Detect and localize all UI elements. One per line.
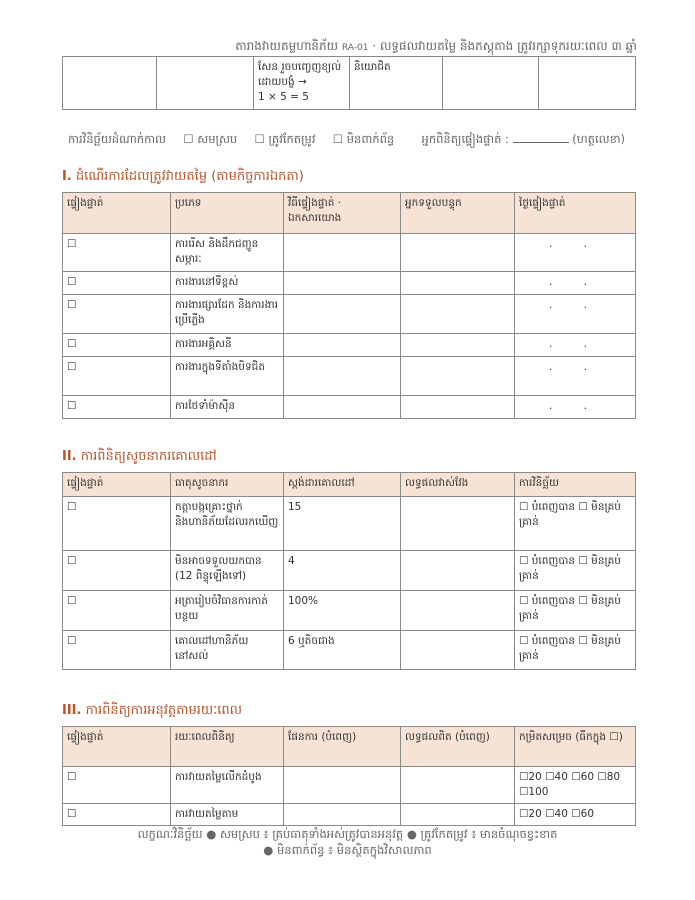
criteria-footer bbox=[0, 826, 695, 858]
table-row bbox=[63, 272, 636, 295]
verdict-options[interactable]: ☐ បំពេញបាន ☐ មិនគ្រប់គ្រាន់ bbox=[515, 591, 636, 631]
process-type: ការងារអគ្គិសនី bbox=[171, 334, 284, 357]
date-cell[interactable]: . . bbox=[515, 357, 636, 396]
process-type: ការងារនៅទីខ្ពស់ bbox=[171, 272, 284, 295]
plan-cell[interactable] bbox=[284, 767, 401, 804]
verdict-options[interactable]: ☐ បំពេញបាន ☐ មិនគ្រប់គ្រាន់ bbox=[515, 631, 636, 670]
table-header-row bbox=[63, 193, 636, 234]
option-appropriate[interactable]: ☐ សមស្រប bbox=[183, 132, 238, 146]
verify-checkbox[interactable]: ☐ bbox=[63, 272, 171, 295]
table-row bbox=[63, 804, 636, 826]
method-cell[interactable] bbox=[284, 272, 401, 295]
verify-checkbox[interactable]: ☐ bbox=[63, 497, 171, 551]
verify-checkbox[interactable]: ☐ bbox=[63, 334, 171, 357]
table-row bbox=[63, 631, 636, 670]
target-value: 100% bbox=[284, 591, 401, 631]
document-header bbox=[235, 38, 637, 56]
verify-checkbox[interactable]: ☐ bbox=[63, 357, 171, 396]
verify-checkbox[interactable]: ☐ bbox=[63, 631, 171, 670]
table-row bbox=[63, 396, 636, 419]
table-row bbox=[63, 551, 636, 591]
performance-table bbox=[62, 726, 636, 826]
method-cell[interactable] bbox=[284, 396, 401, 419]
column-header: ប្រភេទ bbox=[171, 193, 284, 234]
indicator-table bbox=[62, 472, 636, 670]
date-cell[interactable]: . . bbox=[515, 272, 636, 295]
verify-checkbox[interactable]: ☐ bbox=[63, 767, 171, 804]
process-type: ការថែទាំម៉ាស៊ីន bbox=[171, 396, 284, 419]
section-3-title: III. ការពិនិត្យការអនុវត្តតាមរយៈពេល bbox=[62, 703, 242, 718]
verify-checkbox[interactable]: ☐ bbox=[63, 396, 171, 419]
review-period: ការវាយតម្លៃតាម bbox=[171, 804, 284, 826]
indicator-item: គោលដៅហានិភ័យនៅសល់ bbox=[171, 631, 284, 670]
risk-measure-text: សែន រួចបញ្ចេញខ្យល់ដោយបង្ខំ → bbox=[258, 61, 342, 88]
verify-checkbox[interactable]: ☐ bbox=[63, 234, 171, 272]
indicator-item: កត្តាបង្កគ្រោះថ្នាក់និងហានិភ័យដែលរកឃើញ bbox=[171, 497, 284, 551]
column-header: ផ្ទៀងផ្ទាត់ bbox=[63, 727, 171, 767]
footer-line-2: ● មិនពាក់ព័ន្ធ ៖ មិនស្ថិតក្នុងវិសាលភាព bbox=[263, 843, 432, 857]
table-header-row bbox=[63, 473, 636, 497]
measured-result-cell[interactable] bbox=[401, 551, 515, 591]
target-value: 6 ឬតិចជាង bbox=[284, 631, 401, 670]
plan-cell[interactable] bbox=[284, 804, 401, 826]
date-cell[interactable]: . . bbox=[515, 396, 636, 419]
column-header: អ្នកទទួលបន្ទុក bbox=[401, 193, 515, 234]
table-header-row bbox=[63, 727, 636, 767]
owner-cell[interactable] bbox=[401, 357, 515, 396]
column-header: វិធីផ្ទៀងផ្ទាត់ · ឯកសារយោង bbox=[284, 193, 401, 234]
owner-cell[interactable] bbox=[401, 295, 515, 334]
owner-cell[interactable] bbox=[401, 234, 515, 272]
table-row bbox=[63, 357, 636, 396]
measured-result-cell[interactable] bbox=[401, 497, 515, 551]
indicator-item: មិនអាចទទួលយកបាន (12 ពិន្ទុឡើងទៅ) bbox=[171, 551, 284, 591]
column-header: ផ្ទៀងផ្ទាត់ bbox=[63, 193, 171, 234]
target-value: 15 bbox=[284, 497, 401, 551]
stage-judgement-line bbox=[68, 132, 638, 149]
column-header: ការវិនិច្ឆ័យ bbox=[515, 473, 636, 497]
column-header: ផែនការ (បំពេញ) bbox=[284, 727, 401, 767]
date-cell[interactable]: . . bbox=[515, 234, 636, 272]
table-row bbox=[63, 57, 636, 110]
header-subtitle: · លទ្ធផលវាយតម្លៃ និងភស្តុតាង ត្រូវរក្សាទុករយៈពេល ៣ ឆ្នាំ bbox=[372, 39, 637, 53]
verdict-options[interactable]: ☐ បំពេញបាន ☐ មិនគ្រប់គ្រាន់ bbox=[515, 551, 636, 591]
review-period: ការវាយតម្លៃលើកដំបូង bbox=[171, 767, 284, 804]
option-not-applicable[interactable]: ☐ មិនពាក់ព័ន្ធ bbox=[332, 132, 395, 146]
owner-cell[interactable] bbox=[401, 396, 515, 419]
achievement-levels[interactable]: ☐20 ☐40 ☐60 bbox=[515, 804, 636, 826]
table-cell[interactable] bbox=[539, 57, 636, 110]
date-cell[interactable]: . . bbox=[515, 295, 636, 334]
signature-field[interactable] bbox=[513, 133, 569, 143]
form-code: RA-01 bbox=[341, 43, 369, 53]
top-continuation-table bbox=[62, 56, 636, 110]
column-header: លទ្ធផលវាស់វែង bbox=[401, 473, 515, 497]
process-table bbox=[62, 192, 636, 419]
owner-cell[interactable] bbox=[401, 334, 515, 357]
verify-checkbox[interactable]: ☐ bbox=[63, 591, 171, 631]
method-cell[interactable] bbox=[284, 357, 401, 396]
process-type: ការងារផ្សារដែក និងការងារប្រើភ្លើង bbox=[171, 295, 284, 334]
verify-checkbox[interactable]: ☐ bbox=[63, 551, 171, 591]
option-needs-correction[interactable]: ☐ ត្រូវកែតម្រូវ bbox=[254, 132, 316, 146]
achievement-levels[interactable]: ☐20 ☐40 ☐60 ☐80 ☐100 bbox=[515, 767, 636, 804]
column-header: រយៈពេលពិនិត្យ bbox=[171, 727, 284, 767]
process-type: ការងារក្នុងទីតាំងបិទជិត bbox=[171, 357, 284, 396]
signature-note: (ហត្ថលេខា) bbox=[572, 132, 626, 146]
date-cell[interactable]: . . bbox=[515, 334, 636, 357]
table-row bbox=[63, 234, 636, 272]
actual-cell[interactable] bbox=[401, 767, 515, 804]
process-type: ការរើស និងដឹកជញ្ជូនសម្ភារៈ bbox=[171, 234, 284, 272]
verdict-options[interactable]: ☐ បំពេញបាន ☐ មិនគ្រប់គ្រាន់ bbox=[515, 497, 636, 551]
column-header: លទ្ធផលពិត (បំពេញ) bbox=[401, 727, 515, 767]
table-row bbox=[63, 295, 636, 334]
table-cell[interactable] bbox=[157, 57, 254, 110]
column-header: ស្តង់ដារគោលដៅ bbox=[284, 473, 401, 497]
actual-cell[interactable] bbox=[401, 804, 515, 826]
column-header: ថ្ងៃផ្ទៀងផ្ទាត់ bbox=[515, 193, 636, 234]
table-cell[interactable] bbox=[443, 57, 539, 110]
table-cell[interactable] bbox=[63, 57, 157, 110]
table-row bbox=[63, 591, 636, 631]
risk-formula: 1 × 5 = 5 bbox=[258, 91, 309, 103]
table-cell[interactable] bbox=[254, 57, 350, 110]
verify-checkbox[interactable]: ☐ bbox=[63, 295, 171, 334]
method-cell[interactable] bbox=[284, 295, 401, 334]
table-row bbox=[63, 334, 636, 357]
target-value: 4 bbox=[284, 551, 401, 591]
section-2-title: II. ការពិនិត្យសូចនាករគោលដៅ bbox=[62, 449, 217, 464]
measured-result-cell[interactable] bbox=[401, 631, 515, 670]
verify-checkbox[interactable]: ☐ bbox=[63, 804, 171, 826]
footer-line-1: លក្ខណៈវិនិច្ឆ័យ ● សមស្រប ៖ គ្រប់ធាតុទាំងអស់ត្រូវបានអនុវត្ត ● ត្រូវកែតម្រូវ ៖ មានចំណុចខ្វះខាត bbox=[137, 827, 558, 841]
stage-judgement-label: ការវិនិច្ឆ័យដំណាក់កាល bbox=[68, 132, 166, 146]
table-cell[interactable]: និយោជិត bbox=[350, 57, 443, 110]
measured-result-cell[interactable] bbox=[401, 591, 515, 631]
column-header: ធាតុសូចនាករ bbox=[171, 473, 284, 497]
owner-cell[interactable] bbox=[401, 272, 515, 295]
table-row bbox=[63, 497, 636, 551]
indicator-item: អត្រារៀបចំវិធានការកាត់បន្ថយ bbox=[171, 591, 284, 631]
header-title: តារាងវាយតម្លហានិភ័យ bbox=[235, 39, 339, 53]
column-header: ផ្ទៀងផ្ទាត់ bbox=[63, 473, 171, 497]
method-cell[interactable] bbox=[284, 234, 401, 272]
column-header: កម្រិតសម្រេច (ធីកក្នុង ☐) bbox=[515, 727, 636, 767]
section-1-title: I. ដំណើរការដែលត្រូវវាយតម្លៃ (តាមកិច្ចការឯកតា) bbox=[62, 169, 304, 184]
method-cell[interactable] bbox=[284, 334, 401, 357]
checker-label: អ្នកពិនិត្យផ្ទៀងផ្ទាត់ : bbox=[421, 132, 509, 146]
table-row bbox=[63, 767, 636, 804]
